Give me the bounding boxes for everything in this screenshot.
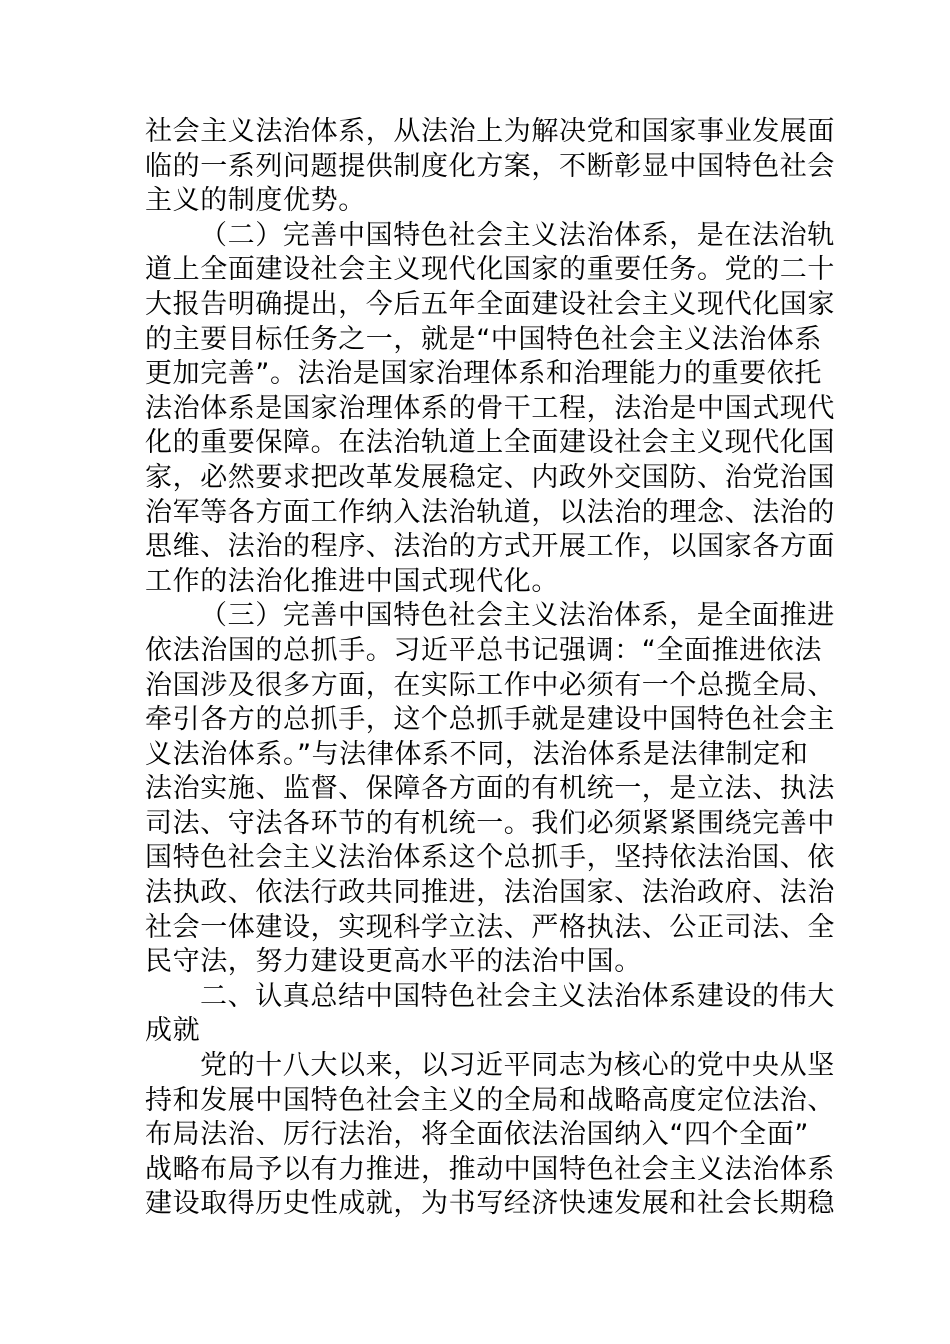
text-line: 化的重要保障。在法治轨道上全面建设社会主义现代化国 (145, 427, 835, 459)
text-line: 思维、法治的程序、法治的方式开展工作，以国家各方面 (145, 531, 835, 563)
text-line: 法治体系是国家治理体系的骨干工程，法治是中国式现代 (145, 392, 835, 424)
text-line: 持和发展中国特色社会主义的全局和战略高度定位法治、 (145, 1084, 835, 1116)
text-line: 司法、守法各环节的有机统一。我们必须紧紧围绕完善中 (145, 807, 835, 839)
text-line: 义法治体系。”与法律体系不同，法治体系是法律制定和 (145, 738, 809, 770)
body-text (145, 115, 835, 1222)
text-line: 依法治国的总抓手。习近平总书记强调：“全面推进依法 (145, 634, 822, 666)
text-line: 家，必然要求把改革发展稳定、内政外交国防、治党治国 (145, 461, 835, 493)
text-line: 主义的制度优势。 (145, 185, 366, 217)
text-line: 大报告明确提出，今后五年全面建设社会主义现代化国家 (145, 288, 835, 320)
text-line: 社会一体建设，实现科学立法、严格执法、公正司法、全 (145, 911, 835, 943)
text-line: 工作的法治化推进中国式现代化。 (145, 565, 559, 597)
text-line: 法执政、依法行政共同推进，法治国家、法治政府、法治 (145, 877, 835, 909)
text-line: 牵引各方的总抓手，这个总抓手就是建设中国特色社会主 (145, 704, 835, 736)
text-line: 治国涉及很多方面，在实际工作中必须有一个总揽全局、 (145, 669, 835, 701)
text-line: 成就 (145, 1015, 201, 1047)
text-line: 二、认真总结中国特色社会主义法治体系建设的伟大 (200, 980, 835, 1012)
text-line: 治军等各方面工作纳入法治轨道，以法治的理念、法治的 (145, 496, 835, 528)
text-line: 的主要目标任务之一，就是“中国特色社会主义法治体系 (145, 323, 822, 355)
text-line: 法治实施、监督、保障各方面的有机统一，是立法、执法 (145, 773, 835, 805)
text-line: 民守法，努力建设更高水平的法治中国。 (145, 946, 642, 978)
text-line: 国特色社会主义法治体系这个总抓手，坚持依法治国、依 (145, 842, 835, 874)
text-line: （三）完善中国特色社会主义法治体系，是全面推进 (200, 600, 835, 632)
text-line: 布局法治、厉行法治，将全面依法治国纳入“四个全面” (145, 1119, 809, 1151)
text-line: 更加完善”。法治是国家治理体系和治理能力的重要依托 (145, 358, 822, 390)
text-line: 建设取得历史性成就，为书写经济快速发展和社会长期稳 (145, 1188, 835, 1220)
text-line: 战略布局予以有力推进，推动中国特色社会主义法治体系 (145, 1153, 835, 1185)
text-line: （二）完善中国特色社会主义法治体系，是在法治轨 (200, 219, 835, 251)
text-line: 社会主义法治体系，从法治上为解决党和国家事业发展面 (145, 116, 835, 147)
text-line: 临的一系列问题提供制度化方案，不断彰显中国特色社会 (145, 150, 835, 182)
text-line: 党的十八大以来，以习近平同志为核心的党中央从坚 (200, 1050, 835, 1082)
text-line: 道上全面建设社会主义现代化国家的重要任务。党的二十 (145, 254, 835, 286)
